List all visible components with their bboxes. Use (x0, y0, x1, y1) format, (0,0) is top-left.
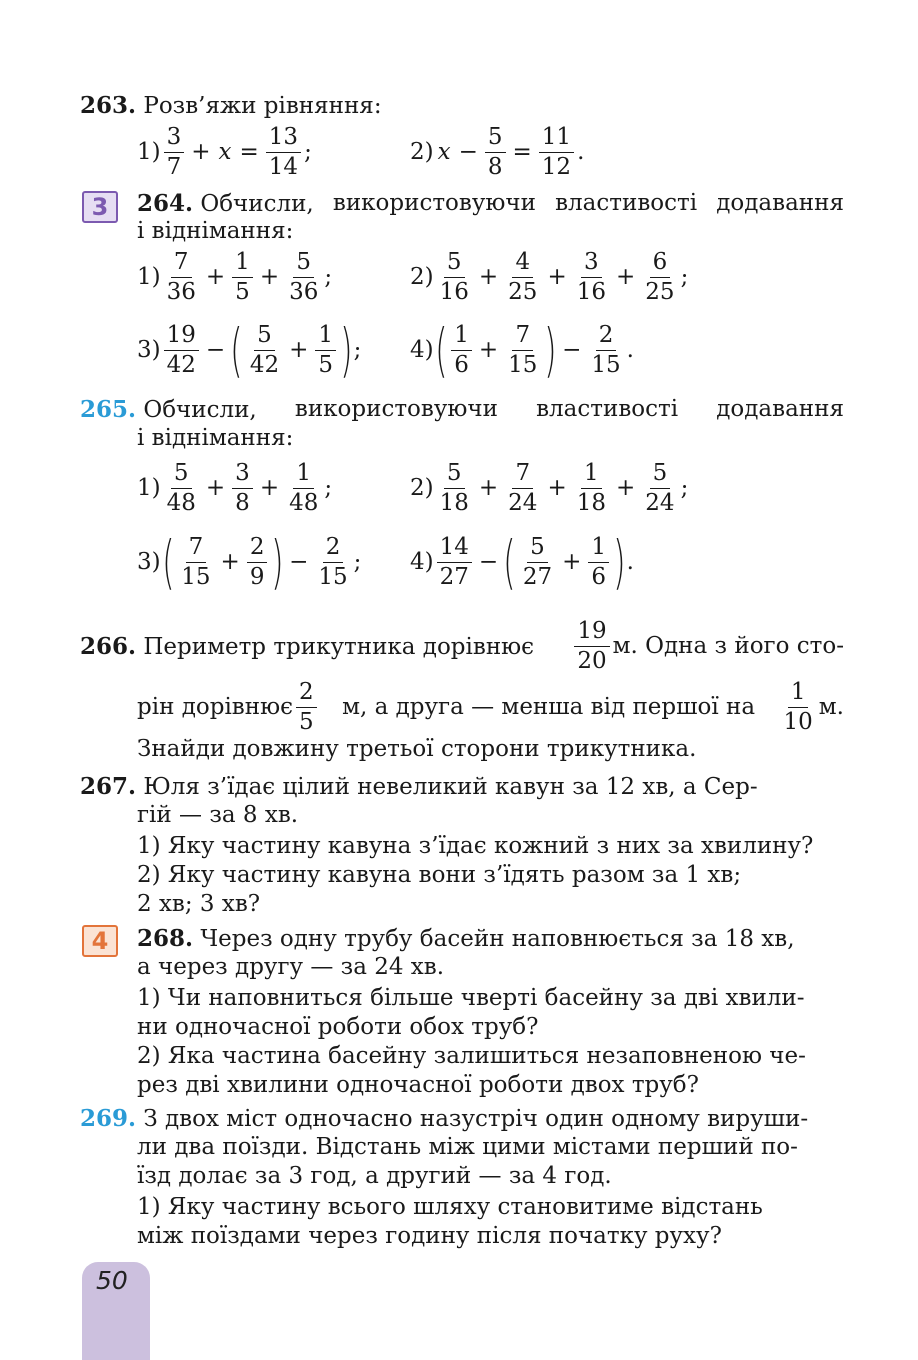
punctuation: . (626, 337, 634, 364)
problem-268-number: 268. (137, 925, 194, 952)
problem-265-expression-3: 3) ( $\frac{7}{15}$ + $\frac{2}{9}$ ) − $\frac{2}{15}$ ; (137, 528, 362, 597)
problem-264-heading (137, 190, 844, 217)
fraction: $\frac{7}{36}$ (166, 249, 196, 305)
problem-269-question-1: 1) Яку частину всього шляху становитиме відстань (137, 1194, 763, 1220)
fraction: $\frac{7}{24}$ (508, 460, 538, 516)
problem-269-line-1 (80, 1105, 808, 1132)
punctuation: ; (324, 264, 333, 291)
problem-264-expression-2: 2) $\frac{5}{16}$ + $\frac{4}{25}$ + $\frac{3}{16}$ + $\frac{6}{25}$ ; (410, 249, 689, 305)
fraction: $\frac{5}{42}$ (249, 322, 280, 378)
problem-264-heading-line-2: і віднімання: (137, 218, 294, 244)
fraction: $\frac{5}{18}$ (439, 460, 469, 516)
fraction: $\frac{3}{16}$ (576, 249, 607, 305)
punctuation: ; (680, 264, 689, 291)
page-number: 50 (96, 1266, 128, 1295)
fraction: $\frac{1}{5}$ (315, 321, 336, 380)
fraction: $\frac{6}{25}$ (645, 249, 675, 305)
text: Юля з’їдає цілий невеликий кавун за 12 хв, а Сер- (143, 774, 758, 800)
right-parenthesis: ) (544, 316, 557, 385)
problem-265-heading (80, 396, 844, 423)
problem-265-expression-4: 4) $\frac{14}{27}$ − ( $\frac{5}{27}$ + $\frac{1}{6}$ ) . (410, 528, 634, 597)
problem-265-heading-line-2: і віднімання: (137, 425, 294, 451)
fraction: $\frac{7}{15}$ (181, 534, 211, 590)
fraction: $\frac{1}{18}$ (576, 460, 607, 516)
text: властивості (536, 396, 679, 422)
punctuation: ; (353, 549, 362, 576)
variable: x (218, 139, 232, 166)
problem-263-equation-2 (410, 123, 584, 182)
fraction: $\frac{19}{20}$ (574, 617, 609, 676)
fraction: $\frac{2}{9}$ (247, 533, 268, 592)
right-parenthesis: ) (271, 528, 284, 597)
problem-265-expression-2: 2) $\frac{5}{18}$ + $\frac{7}{24}$ + $\frac{1}{18}$ + $\frac{5}{24}$ ; (410, 460, 689, 516)
fraction: $\frac{5}{27}$ (522, 534, 553, 590)
item-label: 1) (137, 264, 161, 291)
fraction: $\frac{2}{15}$ (591, 322, 621, 378)
text: Через одну трубу басейн наповнюється за 18 хв, (200, 926, 795, 952)
item-label: 1) (137, 475, 161, 502)
right-parenthesis: ) (340, 316, 353, 385)
operator: = (239, 139, 259, 166)
text: використовуючи (332, 190, 536, 216)
problem-263-number: 263. (80, 92, 137, 119)
problem-267-question-2-cont: 2 хв; 3 хв? (137, 891, 261, 917)
punctuation: . (577, 139, 585, 166)
item-label: 2) (410, 139, 434, 166)
left-parenthesis: ( (503, 528, 516, 597)
problem-263-heading (80, 92, 382, 119)
problem-266-line-2 (137, 678, 844, 737)
problem-263-equation-1 (137, 123, 312, 182)
problem-268-question-1: 1) Чи наповниться більше чверті басейну за дві хвили- (137, 985, 805, 1011)
fraction: $\frac{5}{16}$ (439, 249, 469, 305)
fraction: $\frac{1}{6}$ (451, 321, 472, 380)
fraction: $\frac{3}{7}$ (164, 123, 185, 182)
problem-264-expression-1: 1) $\frac{7}{36}$ + $\frac{1}{5}$ + $\frac{5}{36}$ ; (137, 249, 333, 305)
text: м, а друга — менша від першої на (342, 694, 756, 721)
problem-265-number: 265. (80, 396, 137, 423)
fraction: $\frac{3}{8}$ (232, 459, 253, 518)
fraction: $\frac{5}{36}$ (289, 249, 319, 305)
problem-266-line-3: Знайди довжину третьої сторони трикутника. (137, 736, 697, 762)
problem-264-expression-4: 4) ( $\frac{1}{6}$ + $\frac{7}{15}$ ) − $\frac{2}{15}$ . (410, 316, 634, 385)
item-label: 4) (410, 337, 434, 364)
problem-268-line-2: а через другу — за 24 хв. (137, 954, 445, 980)
punctuation: ; (680, 475, 689, 502)
operator: − (458, 139, 478, 166)
problem-268-line-1 (137, 925, 795, 952)
difficulty-level-4-badge: 4 (82, 925, 118, 957)
fraction: $\frac{2}{15}$ (318, 534, 348, 590)
fraction: $\frac{4}{25}$ (508, 249, 538, 305)
text: властивості (555, 190, 698, 216)
punctuation: ; (324, 475, 333, 502)
problem-269-line-2: ли два поїзди. Відстань між цими містами перший по- (137, 1134, 798, 1160)
left-parenthesis: ( (434, 316, 448, 385)
problem-267-number: 267. (80, 773, 137, 800)
text: додавання (716, 396, 844, 422)
text: м. (818, 694, 844, 721)
fraction: $\frac{1}{5}$ (232, 248, 253, 307)
fraction: $\frac{5}{48}$ (166, 460, 196, 516)
fraction: $\frac{7}{15}$ (508, 322, 538, 378)
fraction: $\frac{1}{10}$ (783, 679, 813, 735)
problem-263-title: Розв’яжи рівняння: (143, 93, 382, 119)
problem-266-number: 266. (80, 632, 137, 660)
fraction: $\frac{2}{5}$ (296, 678, 317, 737)
punctuation: ; (304, 139, 312, 166)
problem-266-line-1 (80, 617, 844, 676)
text: Обчисли, (200, 191, 314, 217)
variable: x (437, 139, 451, 166)
operator: + (191, 139, 211, 166)
item-label: 3) (137, 337, 161, 364)
problem-264-expression-3: 3) $\frac{19}{42}$ − ( $\frac{5}{42}$ + $\frac{1}{5}$ ) ; (137, 316, 362, 385)
item-label: 3) (137, 549, 161, 576)
text: Обчисли, (143, 397, 257, 423)
fraction: $\frac{19}{42}$ (164, 321, 199, 380)
problem-264-number: 264. (137, 190, 194, 217)
problem-265-expression-1: 1) $\frac{5}{48}$ + $\frac{3}{8}$ + $\frac{1}{48}$ ; (137, 460, 333, 516)
item-label: 4) (410, 549, 434, 576)
punctuation: . (626, 549, 634, 576)
text: додавання (716, 190, 844, 216)
fraction: $\frac{14}{27}$ (437, 533, 472, 592)
left-parenthesis: ( (230, 316, 243, 385)
fraction: $\frac{11}{12}$ (539, 123, 574, 182)
fraction: $\frac{1}{48}$ (289, 460, 319, 516)
fraction: $\frac{5}{8}$ (485, 123, 506, 182)
text: м. Одна з його сто- (612, 633, 844, 660)
problem-268-question-1-cont: ни одночасної роботи обох труб? (137, 1014, 539, 1040)
problem-268-question-2-cont: рез дві хвилини одночасної роботи двох труб? (137, 1072, 699, 1098)
item-label: 2) (410, 475, 434, 502)
text: рін дорівнює (137, 694, 293, 721)
fraction: $\frac{1}{6}$ (588, 533, 609, 592)
left-parenthesis: ( (161, 528, 175, 597)
problem-267-line-2: гій — за 8 хв. (137, 802, 299, 828)
problem-267-question-2: 2) Яку частину кавуна вони з’їдять разом за 1 хв; (137, 862, 742, 888)
problem-269-number: 269. (80, 1105, 137, 1132)
text: Периметр трикутника дорівнює (143, 633, 535, 660)
difficulty-level-3-badge: 3 (82, 191, 118, 223)
text: З двох міст одночасно назустріч один одному вируши- (143, 1106, 809, 1132)
fraction: $\frac{13}{14}$ (266, 123, 301, 182)
punctuation: ; (353, 337, 362, 364)
problem-269-question-1-cont: між поїздами через годину після початку руху? (137, 1223, 722, 1249)
text: використовуючи (294, 396, 498, 422)
item-label: 1) (137, 139, 161, 166)
problem-269-line-3: їзд долає за 3 год, а другий — за 4 год. (137, 1163, 612, 1189)
problem-268-question-2: 2) Яка частина басейну залишиться незаповненою че- (137, 1043, 806, 1069)
problem-267-question-1: 1) Яку частину кавуна з’їдає кожний з них за хвилину? (137, 833, 814, 859)
problem-267-line-1 (80, 773, 758, 800)
right-parenthesis: ) (613, 528, 626, 597)
operator: = (512, 139, 532, 166)
item-label: 2) (410, 264, 434, 291)
fraction: $\frac{5}{24}$ (645, 460, 675, 516)
